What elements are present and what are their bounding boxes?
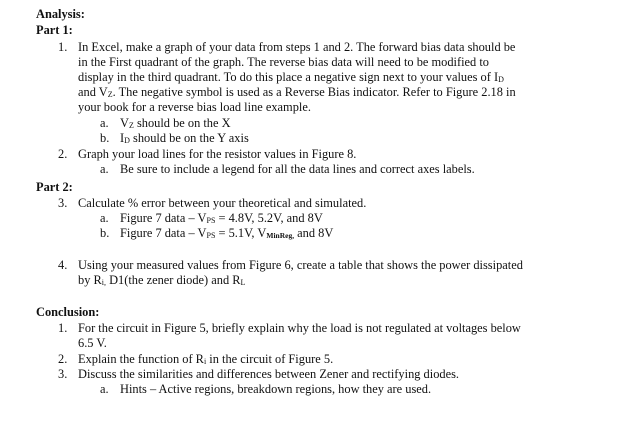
item4-line2-sub1: i, bbox=[101, 278, 106, 287]
conclusion-item1-line2: 6.5 V. bbox=[78, 336, 107, 350]
item1b-pre: I bbox=[120, 131, 125, 145]
item1-line1: In Excel, make a graph of your data from steps 1 and 2. The forward bias data should be bbox=[78, 40, 516, 54]
conclusion-item1-line1: For the circuit in Figure 5, briefly explain why the load is not regulated at voltages below bbox=[78, 321, 521, 335]
item3b-pre: Figure 7 data – V bbox=[120, 226, 207, 240]
item2a-label: a. bbox=[100, 162, 109, 176]
analysis-heading: Analysis: bbox=[36, 7, 85, 21]
conclusion-item3-text: Discuss the similarities and differences between Zener and rectifying diodes. bbox=[78, 367, 459, 381]
conclusion-item2-post: in the circuit of Figure 5. bbox=[206, 352, 334, 366]
item1a-sub: Z bbox=[128, 121, 134, 130]
item3-text: Calculate % error between your theoretical and simulated. bbox=[78, 196, 367, 210]
item3b-sub2: MinReg, bbox=[266, 231, 295, 240]
item1-line3-text: display in the third quadrant. To do this place a negative sign next to your values of I bbox=[78, 70, 499, 84]
item3a-label: a. bbox=[100, 211, 109, 225]
item4-line2-sub2: L bbox=[240, 278, 246, 287]
item1-line3-sub: D bbox=[498, 75, 504, 84]
item1-line3 bbox=[78, 70, 504, 86]
item3b-sub: PS bbox=[206, 231, 216, 240]
item4-line2-mid: D1(the zener diode) and R bbox=[106, 273, 241, 287]
item4-line2 bbox=[78, 273, 245, 289]
item3a-post: = 4.8V, 5.2V, and 8V bbox=[215, 211, 323, 225]
item1b-sub: D bbox=[124, 136, 130, 145]
conclusion-item2-pre: Explain the function of R bbox=[78, 352, 204, 366]
item1-line5: your book for a reverse bias load line example. bbox=[78, 100, 311, 114]
item1a-post: should be on the X bbox=[133, 116, 231, 130]
part2-heading: Part 2: bbox=[36, 180, 73, 194]
item1-line2: in the First quadrant of the graph. The reverse bias data will need to be modified to bbox=[78, 55, 489, 69]
item2a-text: Be sure to include a legend for all the data lines and correct axes labels. bbox=[120, 162, 475, 176]
item3a-text bbox=[120, 211, 323, 227]
item4-line1: Using your measured values from Figure 6, create a table that shows the power dissipated bbox=[78, 258, 523, 272]
conclusion-item3-number: 3. bbox=[58, 367, 68, 381]
conclusion-item2-text bbox=[78, 352, 333, 368]
item3b-label: b. bbox=[100, 226, 110, 240]
item2-text: Graph your load lines for the resistor values in Figure 8. bbox=[78, 147, 357, 161]
item1a-pre: V bbox=[120, 116, 129, 130]
item1a-text bbox=[120, 116, 231, 132]
item1-line4-pre: and V bbox=[78, 85, 108, 99]
item1b-label: b. bbox=[100, 131, 110, 145]
item1b-post: should be on the Y axis bbox=[129, 131, 249, 145]
conclusion-item3a-text: Hints – Active regions, breakdown regions, how they are used. bbox=[120, 382, 432, 396]
item3b-text bbox=[120, 226, 333, 242]
item2-number: 2. bbox=[58, 147, 68, 161]
item3-number: 3. bbox=[58, 196, 68, 210]
item1-line4 bbox=[78, 85, 516, 101]
item4-line2-pre: by R bbox=[78, 273, 102, 287]
conclusion-item2-number: 2. bbox=[58, 352, 68, 366]
item1b-text bbox=[120, 131, 249, 147]
conclusion-heading: Conclusion: bbox=[36, 305, 100, 319]
item1-number: 1. bbox=[58, 40, 68, 54]
conclusion-item2-sub: i bbox=[203, 357, 207, 366]
item1a-label: a. bbox=[100, 116, 109, 130]
conclusion-item1-number: 1. bbox=[58, 321, 68, 335]
item4-number: 4. bbox=[58, 258, 68, 272]
item3a-pre: Figure 7 data – V bbox=[120, 211, 207, 225]
item3b-post: and 8V bbox=[294, 226, 334, 240]
item1-line4-post: . The negative symbol is used as a Reverse Bias indicator. Refer to Figure 2.18 in bbox=[112, 85, 516, 99]
item3b-mid: = 5.1V, V bbox=[215, 226, 267, 240]
conclusion-item3a-label: a. bbox=[100, 382, 109, 396]
item1-line4-sub: Z bbox=[107, 90, 113, 99]
part1-heading: Part 1: bbox=[36, 23, 73, 37]
item3a-sub: PS bbox=[206, 216, 216, 225]
